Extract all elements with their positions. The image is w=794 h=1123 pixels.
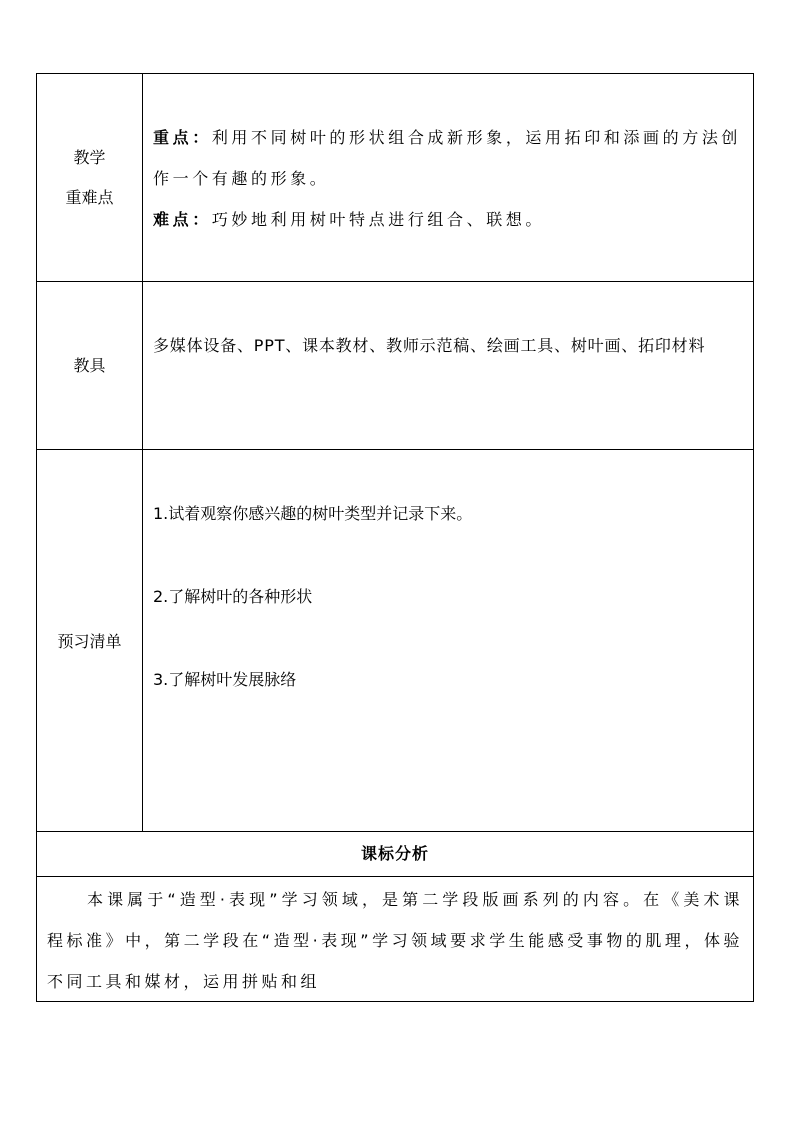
standard-analysis-text: 本课属于“造型·表现”学习领域，是第二学段版画系列的内容。在《美术课程标准》中，第二学段在“造型·表现”学习领域要求学生能感受事物的肌理，体验不同工具和媒材，运用拼贴和组 — [47, 890, 743, 991]
row-divider — [37, 281, 753, 282]
key-points-content — [153, 117, 745, 240]
standard-analysis-title: 课标分析 — [360, 844, 429, 863]
difficulty-text: 巧妙地利用树叶特点进行组合、联想。 — [211, 210, 546, 229]
preview-item: 1.试着观察你感兴趣的树叶类型并记录下来。 — [153, 504, 473, 523]
focus-text: 利用不同树叶的形状组合成新形象，运用拓印和添画的方法创作一个有趣的形象。 — [153, 128, 742, 188]
tools-content: 多媒体设备、PPT、课本教材、教师示范稿、绘画工具、树叶画、拓印材料 — [153, 336, 706, 355]
column-divider — [142, 74, 143, 831]
preview-item: 3.了解树叶发展脉络 — [153, 670, 297, 689]
key-points-label-line: 教学 — [73, 148, 106, 167]
focus-paragraph — [153, 117, 745, 199]
tools-label: 教具 — [73, 356, 106, 375]
key-points-label-line: 重难点 — [65, 188, 114, 207]
difficulty-paragraph — [153, 199, 745, 240]
row-divider — [37, 876, 753, 877]
focus-label: 重点： — [153, 128, 212, 147]
preview-label: 预习清单 — [57, 632, 122, 651]
row-divider — [37, 449, 753, 450]
lesson-plan-table — [36, 73, 754, 1002]
key-points-label — [37, 138, 142, 218]
difficulty-label: 难点： — [153, 210, 212, 229]
preview-item: 2.了解树叶的各种形状 — [153, 587, 313, 606]
